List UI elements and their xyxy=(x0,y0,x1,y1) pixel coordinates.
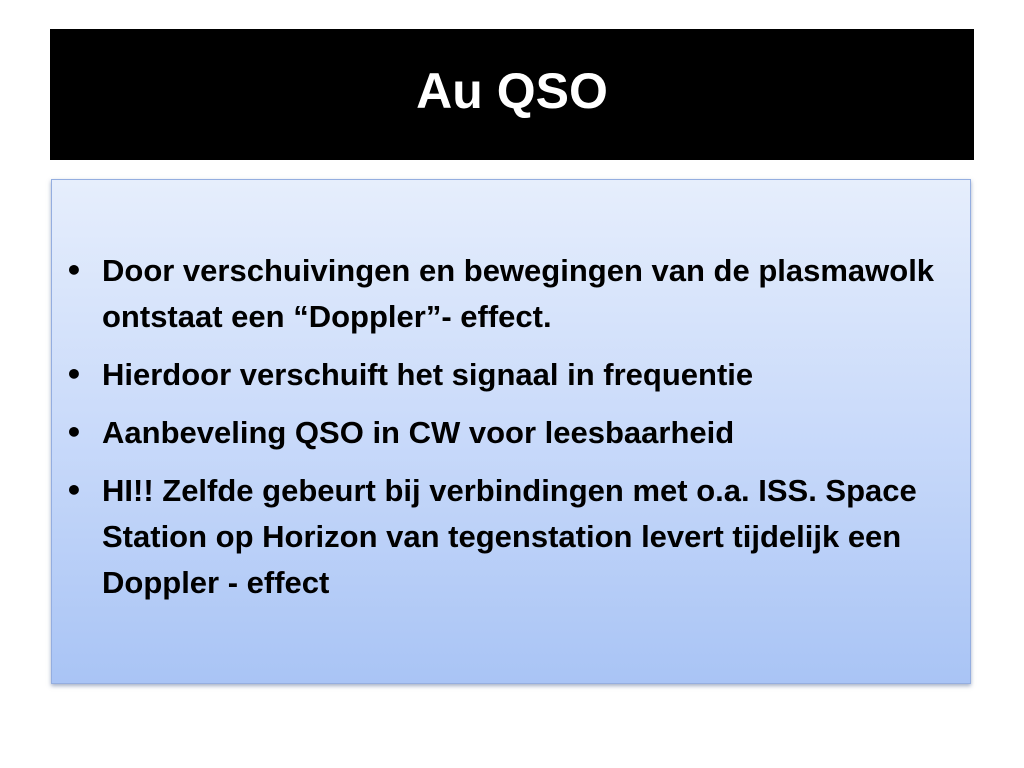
bullet-text: Door verschuivingen en bewegingen van de plasmawolk ontstaat een “Doppler”- effect. xyxy=(102,253,935,334)
bullet-item xyxy=(52,352,970,398)
title-bar xyxy=(50,29,974,160)
content-box xyxy=(51,179,971,684)
bullet-list xyxy=(52,248,970,618)
bullet-dot-icon: • xyxy=(65,254,83,287)
bullet-item xyxy=(52,410,970,456)
bullet-dot-icon: • xyxy=(65,474,83,507)
bullet-dot-icon: • xyxy=(65,416,83,449)
slide-title: Au QSO xyxy=(416,62,608,119)
bullet-text: Aanbeveling QSO in CW voor leesbaarheid xyxy=(102,415,735,450)
bullet-text: Hierdoor verschuift het signaal in frequentie xyxy=(102,357,754,392)
bullet-text: HI!! Zelfde gebeurt bij verbindingen met o.a. ISS. Space Station op Horizon van tegenstation levert tijdelijk een Doppler - effect xyxy=(102,473,917,600)
bullet-item xyxy=(52,468,970,606)
bullet-dot-icon: • xyxy=(65,358,83,391)
bullet-item xyxy=(52,248,970,340)
